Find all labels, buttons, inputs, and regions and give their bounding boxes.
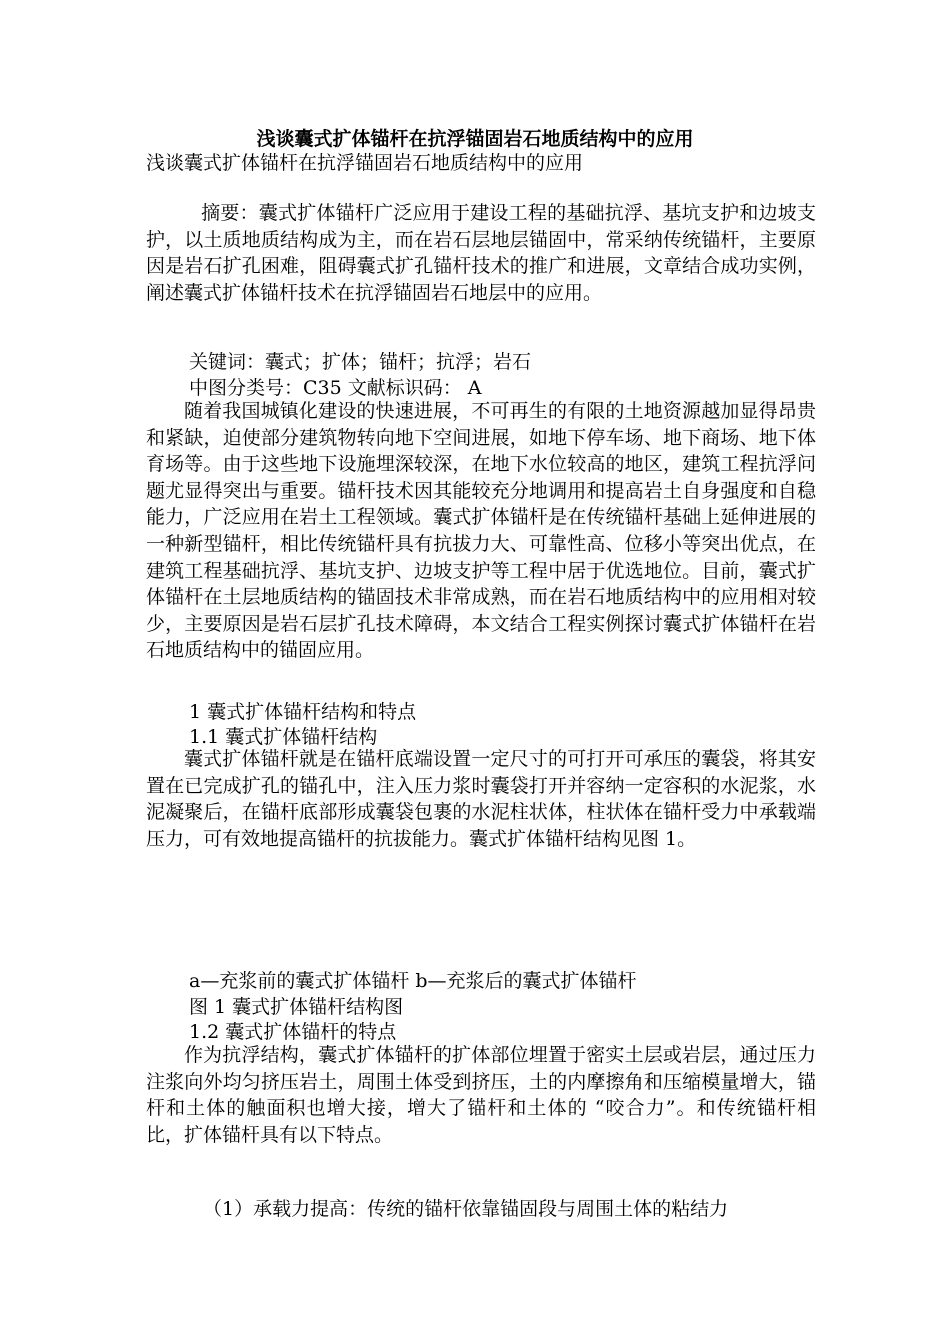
- figure-caption: 图 1 囊式扩体锚杆结构图: [189, 996, 404, 1018]
- point-1-line: （1）承载力提高：传统的锚杆依靠锚固段与周围土体的粘结力: [203, 1198, 729, 1220]
- features-paragraph: 作为抗浮结构，囊式扩体锚杆的扩体部位埋置于密实土层或岩层，通过压力注浆向外均匀挤压岩土，周围土体受到挤压，土的内摩擦角和压缩模量增大，锚杆和土体的触面积也增大接，增大了锚杆和土体的 “咬合力”。和传统锚杆相比，扩体锚杆具有以下特点。: [146, 1044, 816, 1146]
- keywords-line: 关键词：囊式；扩体；锚杆；抗浮；岩石: [189, 351, 532, 373]
- document-title: 浅谈囊式扩体锚杆在抗浮锚固岩石地质结构中的应用: [256, 128, 694, 150]
- intro-paragraph: 随着我国城镇化建设的快速进展，不可再生的有限的土地资源越加显得昂贵和紧缺，迫使部分建筑物转向地下空间进展，如地下停车场、地下商场、地下体育场等。由于这些地下设施埋深较深，在地下水位较高的地区，建筑工程抗浮问题尤显得突出与重要。锚杆技术因其能较充分地调用和提高岩土自身强度和自稳能力，广泛应用在岩土工程领域。囊式扩体锚杆是在传统锚杆基础上延伸进展的一种新型锚杆，相比传统锚杆具有抗拔力大、可靠性高、位移小等突出优点，在建筑工程基础抗浮、基坑支护、边坡支护等工程中居于优选地位。目前，囊式扩体锚杆在土层地质结构的锚固技术非常成熟，而在岩石地质结构中的应用相对较少，主要原因是岩石层扩孔技术障碍，本文结合工程实例探讨囊式扩体锚杆在岩石地质结构中的锚固应用。: [146, 400, 816, 662]
- section-heading-1-2: 1.2 囊式扩体锚杆的特点: [189, 1021, 397, 1043]
- structure-paragraph: 囊式扩体锚杆就是在锚杆底端设置一定尺寸的可打开可承压的囊袋，将其安置在已完成扩孔的锚孔中，注入压力浆时囊袋打开并容纳一定容积的水泥浆，水泥凝聚后，在锚杆底部形成囊袋包裹的水泥柱状体，柱状体在锚杆受力中承载端压力，可有效地提高锚杆的抗拔能力。囊式扩体锚杆结构见图 1。: [146, 748, 816, 850]
- classification-line: 中图分类号：C35 文献标识码： A: [189, 377, 482, 399]
- figure-legend: a—充浆前的囊式扩体锚杆 b—充浆后的囊式扩体锚杆: [189, 970, 637, 992]
- section-heading-1: 1 囊式扩体锚杆结构和特点: [189, 701, 417, 723]
- abstract-paragraph: 摘要：囊式扩体锚杆广泛应用于建设工程的基础抗浮、基坑支护和边坡支护，以土质地质结构成为主，而在岩石层地层锚固中，常采纳传统锚杆，主要原因是岩石扩孔困难，阻碍囊式扩孔锚杆技术的推广和进展，文章结合成功实例，阐述囊式扩体锚杆技术在抗浮锚固岩石地层中的应用。: [146, 202, 816, 304]
- section-heading-1-1: 1.1 囊式扩体锚杆结构: [189, 726, 378, 748]
- document-subtitle: 浅谈囊式扩体锚杆在抗浮锚固岩石地质结构中的应用: [146, 152, 584, 174]
